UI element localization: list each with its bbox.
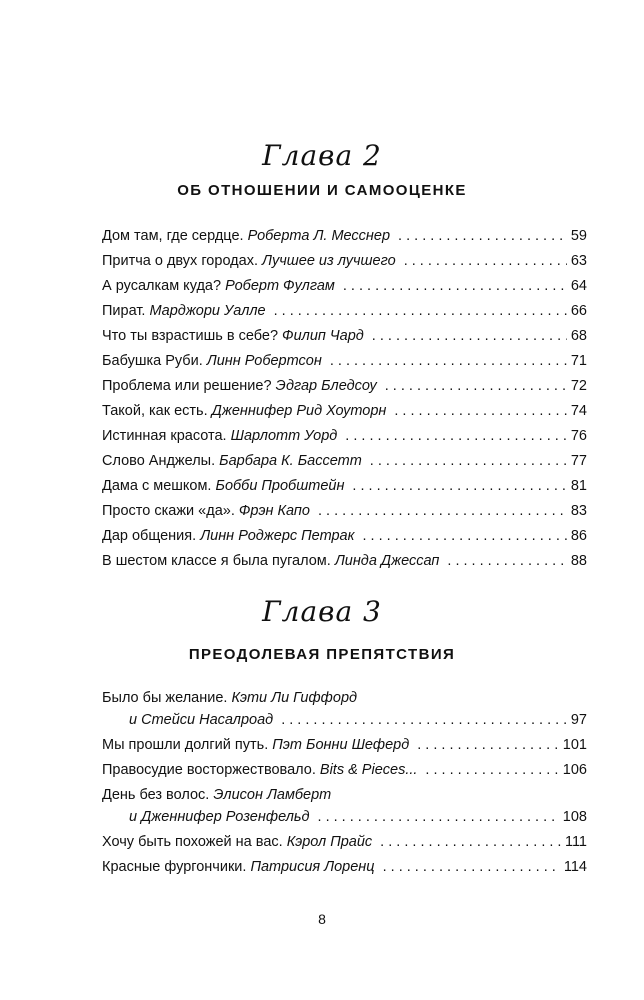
entry-title: Мы прошли долгий путь.	[102, 737, 269, 753]
entry-page-number: 66	[570, 303, 587, 319]
entry-page-number: 101	[562, 737, 587, 753]
entry-author: Роберта Л. Месснер	[247, 228, 391, 244]
dot-leader	[372, 327, 567, 345]
chapter-3-title: ПРЕОДОЛЕВАЯ ПРЕПЯТСТВИЯ	[188, 646, 456, 663]
entry-author: Бобби Пробштейн	[215, 478, 345, 494]
entry-title: Правосудие восторжествовало.	[102, 762, 316, 778]
dot-leader	[343, 277, 567, 295]
entry-second-line	[102, 711, 587, 729]
toc-entry[interactable]	[102, 277, 587, 302]
dot-leader	[383, 858, 560, 876]
entry-author: Элисон Ламберт	[213, 787, 332, 803]
entry-author: Пэт Бонни Шеферд	[272, 737, 410, 753]
entry-author: Марджори Уалле	[149, 303, 266, 319]
dot-leader	[404, 252, 567, 270]
dot-leader	[370, 452, 567, 470]
toc-entry[interactable]	[102, 427, 587, 452]
entry-page-number: 63	[570, 253, 587, 269]
entry-title: Такой, как есть.	[102, 403, 208, 419]
entry-title: Дом там, где сердце.	[102, 228, 244, 244]
entry-author: Линда Джессап	[334, 553, 440, 569]
entry-page-number: 83	[570, 503, 587, 519]
entry-author: Лучшее из лучшего	[262, 253, 396, 269]
entry-page-number: 68	[570, 328, 587, 344]
entry-second-line	[102, 808, 587, 826]
dot-leader	[318, 502, 567, 520]
dot-leader	[385, 377, 567, 395]
chapter-3-heading: Глава 3	[262, 595, 382, 628]
entry-author: Bits & Pieces...	[319, 762, 418, 778]
dot-leader	[318, 808, 559, 826]
dot-leader	[281, 711, 567, 729]
entry-author: Дженнифер Рид Хоуторн	[211, 403, 387, 419]
entry-page-number: 108	[562, 809, 587, 825]
entry-page-number: 71	[570, 353, 587, 369]
toc-entry[interactable]	[102, 227, 587, 252]
entry-author: Патрисия Лоренц	[250, 859, 375, 875]
toc-entry[interactable]	[102, 452, 587, 477]
dot-leader	[352, 477, 566, 495]
entry-title: В шестом классе я была пугалом.	[102, 553, 331, 569]
chapter-2-heading: Глава 2	[262, 139, 382, 172]
toc-entry[interactable]	[102, 327, 587, 352]
toc-entry[interactable]	[102, 689, 587, 736]
chapter-2-title: ОБ ОТНОШЕНИИ И САМООЦЕНКЕ	[177, 182, 467, 199]
entry-title: День без волос.	[102, 787, 210, 803]
entry-author: Филип Чард	[282, 328, 364, 344]
toc-entry[interactable]	[102, 761, 587, 786]
entry-author: Линн Робертсон	[206, 353, 322, 369]
toc-entry[interactable]	[102, 377, 587, 402]
toc-entry[interactable]	[102, 833, 587, 858]
entry-author-continued: и Стейси Насалроад	[129, 712, 274, 728]
entry-page-number: 64	[570, 278, 587, 294]
toc-entry[interactable]	[102, 352, 587, 377]
dot-leader	[417, 736, 559, 754]
dot-leader	[362, 527, 566, 545]
entry-page-number: 76	[570, 428, 587, 444]
entry-author: Фрэн Капо	[238, 503, 310, 519]
entry-page-number: 74	[570, 403, 587, 419]
entry-author: Барбара К. Бассетт	[219, 453, 362, 469]
entry-title: А русалкам куда?	[102, 278, 222, 294]
chapter-3-toc	[102, 689, 587, 883]
entry-page-number: 72	[570, 378, 587, 394]
entry-page-number: 97	[570, 712, 587, 728]
entry-page-number: 114	[563, 859, 587, 875]
entry-title: Слово Анджелы.	[102, 453, 216, 469]
dot-leader	[447, 552, 566, 570]
page-number: 8	[318, 911, 326, 927]
entry-page-number: 81	[570, 478, 587, 494]
entry-author: Линн Роджерс Петрак	[200, 528, 355, 544]
dot-leader	[380, 833, 561, 851]
dot-leader	[345, 427, 567, 445]
toc-entry[interactable]	[102, 786, 587, 833]
dot-leader	[398, 227, 567, 245]
entry-author: Эдгар Бледсоу	[275, 378, 377, 394]
dot-leader	[330, 352, 567, 370]
entry-title: Пират.	[102, 303, 146, 319]
entry-title: Истинная красота.	[102, 428, 227, 444]
toc-entry[interactable]	[102, 302, 587, 327]
entry-title: Притча о двух городах.	[102, 253, 258, 269]
entry-first-line	[102, 689, 587, 711]
entry-title: Бабушка Руби.	[102, 353, 203, 369]
entry-author: Кэти Ли Гиффорд	[231, 690, 358, 706]
toc-entry[interactable]	[102, 477, 587, 502]
entry-title: Хочу быть похожей на вас.	[102, 834, 283, 850]
entry-page-number: 59	[570, 228, 587, 244]
entry-author: Кэрол Прайс	[286, 834, 373, 850]
entry-title: Красные фургончики.	[102, 859, 247, 875]
entry-author: Роберт Фулгам	[225, 278, 335, 294]
entry-author: Шарлотт Уорд	[230, 428, 338, 444]
entry-author-continued: и Дженнифер Розенфельд	[129, 809, 310, 825]
entry-title: Проблема или решение?	[102, 378, 272, 394]
dot-leader	[274, 302, 567, 320]
entry-page-number: 88	[570, 553, 587, 569]
entry-page-number: 77	[570, 453, 587, 469]
toc-entry[interactable]	[102, 552, 587, 577]
entry-title: Дама с мешком.	[102, 478, 212, 494]
entry-page-number: 86	[570, 528, 587, 544]
toc-entry[interactable]	[102, 736, 587, 761]
entry-title: Дар общения.	[102, 528, 197, 544]
chapter-2-toc	[102, 227, 587, 577]
entry-page-number: 106	[562, 762, 587, 778]
entry-title: Было бы желание.	[102, 690, 228, 706]
toc-entry[interactable]	[102, 858, 587, 883]
toc-entry[interactable]	[102, 502, 587, 527]
entry-page-number: 111	[564, 834, 587, 850]
dot-leader	[394, 402, 566, 420]
toc-entry[interactable]	[102, 252, 587, 277]
toc-entry[interactable]	[102, 402, 587, 427]
toc-entry[interactable]	[102, 527, 587, 552]
dot-leader	[425, 761, 558, 779]
entry-title: Просто скажи «да».	[102, 503, 235, 519]
entry-title: Что ты взрастишь в себе?	[102, 328, 279, 344]
entry-first-line	[102, 786, 587, 808]
